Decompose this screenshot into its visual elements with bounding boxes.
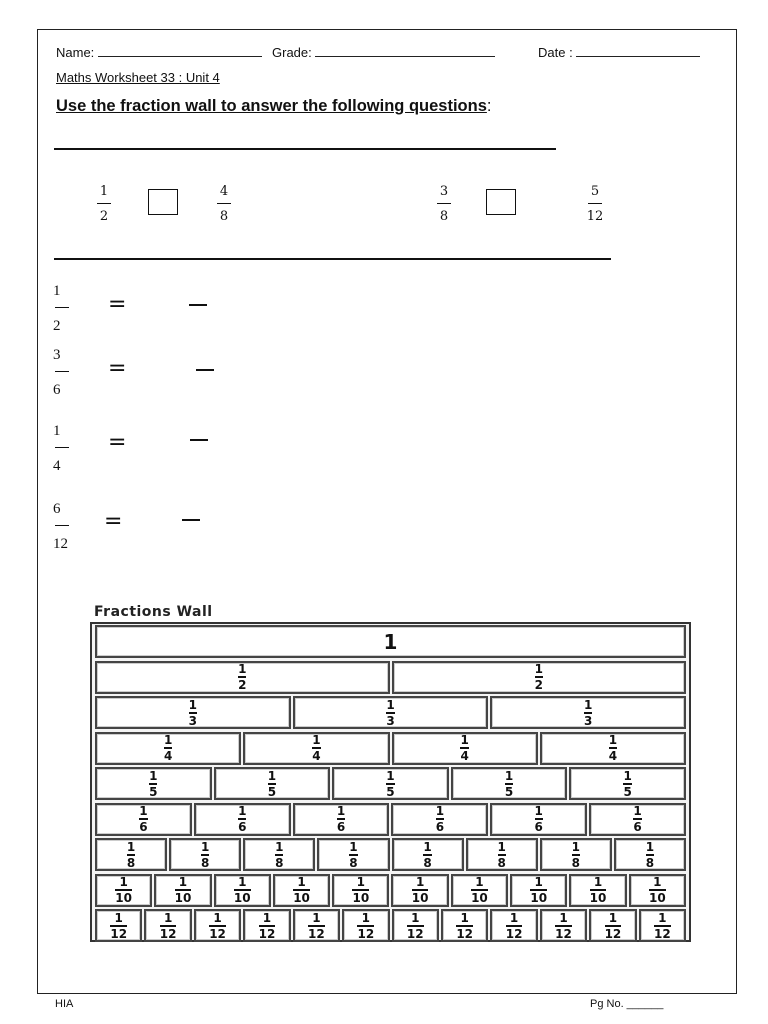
fraction-denominator: 6 [53, 382, 61, 398]
wall-fraction-numerator: 1 [213, 910, 222, 925]
fraction-wall-piece [392, 732, 538, 765]
fraction-numerator: 6 [53, 501, 61, 517]
wall-fraction-label [649, 876, 666, 904]
wall-fraction-numerator: 1 [275, 839, 284, 854]
fraction-wall-piece [214, 874, 271, 907]
name-blank[interactable] [98, 44, 262, 57]
wall-fraction-denominator: 4 [608, 749, 618, 763]
wall-fraction-label [386, 770, 394, 798]
fraction-wall-piece [95, 909, 142, 942]
fraction-wall-piece [510, 874, 567, 907]
footer-left: HIA [55, 998, 74, 1010]
wall-fraction-numerator: 1 [460, 910, 469, 925]
fraction-wall-piece [293, 803, 390, 836]
wall-fraction-denominator: 8 [275, 855, 284, 870]
fraction-wall-title: Fractions Wall [94, 604, 213, 620]
wall-fraction-numerator: 1 [571, 839, 580, 854]
wall-fraction-label [149, 770, 157, 798]
page-number: Pg No. ______ [590, 998, 664, 1010]
wall-fraction-label [352, 876, 369, 904]
wall-fraction-denominator: 10 [411, 891, 429, 905]
wall-fraction-label [572, 841, 580, 869]
fraction-numerator: 5 [590, 184, 600, 199]
fraction-wall-piece [490, 696, 686, 729]
fraction-wall-piece [466, 838, 538, 871]
fraction-numerator: 1 [53, 283, 61, 299]
fraction-bar [217, 203, 231, 204]
fraction-wall-piece [451, 874, 508, 907]
fraction-bar [588, 203, 602, 204]
fraction-wall-piece [95, 803, 192, 836]
compare-1-answer-box[interactable] [148, 189, 178, 215]
wall-fraction-denominator: 12 [258, 926, 276, 941]
fraction-wall-piece [639, 909, 686, 942]
fraction-wall-row [94, 661, 687, 694]
wall-fraction-denominator: 12 [159, 926, 177, 941]
wall-fraction-numerator: 1 [267, 768, 277, 783]
wall-fraction-label [127, 841, 135, 869]
wall-fraction-label [238, 805, 246, 833]
wall-fraction-denominator: 3 [386, 713, 395, 728]
wall-fraction-denominator: 6 [534, 820, 543, 834]
wall-fraction-label [175, 876, 192, 904]
wall-fraction-label [160, 912, 177, 940]
wall-fraction-denominator: 10 [471, 891, 488, 905]
fraction-wall-piece [629, 874, 686, 907]
wall-fraction-numerator: 1 [623, 768, 632, 783]
wall-fraction-label [312, 734, 320, 762]
fraction-wall-piece [293, 696, 489, 729]
wall-fraction-label [456, 912, 473, 940]
fraction-wall-row [94, 696, 687, 729]
wall-fraction-numerator: 1 [593, 875, 603, 889]
wall-fraction-denominator: 10 [530, 891, 548, 905]
wall-fraction-numerator: 1 [139, 804, 148, 818]
name-label: Name: [56, 45, 95, 60]
wall-fraction-label [337, 805, 345, 833]
wall-fraction-numerator: 1 [460, 733, 469, 747]
wall-fraction-denominator: 6 [139, 820, 148, 834]
wall-fraction-label [110, 912, 127, 940]
fraction-bar [55, 447, 69, 448]
wall-fraction-label [139, 805, 147, 833]
wall-fraction-numerator: 1 [336, 804, 346, 818]
wall-fraction-label [646, 841, 654, 869]
wall-fraction-denominator: 12 [604, 926, 622, 941]
fraction-wall-piece [144, 909, 191, 942]
wall-fraction-numerator: 1 [126, 839, 136, 854]
worksheet-subtitle: Maths Worksheet 33 : Unit 4 [56, 70, 220, 85]
fraction-wall-piece [154, 874, 211, 907]
fraction-bar [55, 371, 69, 372]
wall-fraction-denominator: 12 [308, 926, 325, 941]
wall-fraction-denominator: 12 [209, 926, 226, 941]
fraction-wall-piece [95, 838, 167, 871]
fraction-wall-piece [293, 909, 340, 942]
answer-fraction-bar[interactable] [190, 439, 208, 441]
wall-fraction-label [460, 734, 468, 762]
wall-fraction-numerator: 1 [534, 804, 543, 818]
wall-fraction-label [498, 841, 506, 869]
compare-1-right-fraction [209, 183, 239, 226]
wall-fraction-numerator: 1 [349, 839, 358, 854]
wall-fraction-numerator: 1 [608, 733, 618, 747]
wall-fraction-denominator: 12 [357, 926, 375, 941]
wall-fraction-denominator: 10 [293, 891, 310, 905]
wall-fraction-label [471, 876, 488, 904]
wall-fraction-numerator: 1 [534, 662, 543, 676]
wall-fraction-denominator: 4 [312, 749, 321, 763]
fraction-wall-piece [569, 874, 626, 907]
wall-fraction-label [506, 912, 523, 940]
wall-fraction-denominator: 5 [623, 784, 632, 799]
compare-2-left-fraction [429, 183, 459, 226]
date-field [538, 44, 700, 60]
fraction-wall-piece [243, 909, 290, 942]
wall-fraction-label [209, 912, 226, 940]
wall-fraction-numerator: 1 [238, 804, 247, 818]
wall-fraction-denominator: 10 [115, 891, 132, 905]
grade-field [272, 44, 495, 60]
wall-fraction-numerator: 1 [149, 768, 158, 783]
name-field [56, 44, 262, 60]
fraction-denominator: 4 [53, 458, 61, 474]
wall-fraction-denominator: 12 [505, 926, 523, 941]
wall-fraction-denominator: 10 [233, 891, 251, 905]
wall-fraction-denominator: 4 [460, 749, 469, 763]
fraction-wall-piece [214, 767, 331, 800]
fraction-wall-piece [332, 874, 389, 907]
equivalent-1-fraction [53, 281, 83, 336]
wall-fraction-denominator: 8 [571, 855, 580, 870]
divider-middle [54, 258, 611, 260]
fraction-denominator: 2 [53, 318, 61, 334]
wall-fraction-label [268, 770, 276, 798]
wall-fraction-denominator: 3 [584, 713, 593, 728]
fraction-wall-piece [332, 767, 449, 800]
wall-fraction-numerator: 1 [584, 697, 593, 712]
wall-fraction-label [505, 770, 513, 798]
wall-fraction-denominator: 12 [406, 926, 424, 941]
fraction-numerator: 1 [53, 423, 61, 439]
wall-fraction-denominator: 12 [456, 926, 474, 941]
wall-fraction-label [234, 876, 251, 904]
wall-fraction-label [357, 912, 374, 940]
wall-fraction-numerator: 1 [386, 697, 395, 712]
fraction-wall-row [94, 874, 687, 907]
wall-fraction-numerator: 1 [312, 910, 321, 925]
wall-fraction-numerator: 1 [356, 875, 366, 889]
wall-fraction-label [535, 663, 543, 691]
compare-1-left-fraction [89, 183, 119, 226]
wall-fraction-numerator: 1 [475, 875, 484, 889]
fraction-wall-piece [392, 838, 464, 871]
answer-fraction-bar[interactable] [182, 519, 200, 521]
wall-fraction-label [530, 876, 547, 904]
wall-fraction-numerator: 1 [645, 839, 655, 854]
wall-fraction-numerator: 1 [633, 804, 642, 818]
fraction-wall-piece [391, 874, 448, 907]
answer-fraction-bar[interactable] [196, 369, 214, 371]
wall-fraction-numerator: 1 [163, 910, 173, 925]
wall-fraction-label [412, 876, 429, 904]
wall-fraction-numerator: 1 [312, 733, 321, 747]
wall-fraction-denominator: 8 [126, 855, 136, 870]
wall-fraction-denominator: 5 [386, 784, 395, 799]
wall-fraction-label [436, 805, 444, 833]
fraction-numerator: 1 [99, 184, 109, 199]
fraction-wall-piece [95, 874, 152, 907]
wall-fraction-numerator: 1 [509, 910, 519, 925]
wall-fraction-numerator: 1 [238, 875, 247, 889]
compare-2-answer-box[interactable] [486, 189, 516, 215]
wall-fraction-denominator: 6 [238, 820, 247, 834]
wall-fraction-numerator: 1 [178, 875, 188, 889]
wall-fraction-numerator: 1 [423, 839, 432, 854]
fraction-bar [97, 203, 111, 204]
wall-fraction-numerator: 1 [504, 768, 514, 783]
fraction-wall-piece [342, 909, 389, 942]
fraction-bar [437, 203, 451, 204]
wall-fraction-denominator: 8 [201, 855, 210, 870]
wall-fraction-denominator: 6 [336, 820, 346, 834]
wall-fraction-label [164, 734, 172, 762]
wall-fraction-label [555, 912, 572, 940]
wall-fraction-numerator: 1 [386, 768, 395, 783]
wall-fraction-numerator: 1 [238, 662, 247, 676]
fraction-wall-row [94, 838, 687, 871]
fraction-denominator: 8 [439, 209, 449, 224]
fraction-wall-piece [540, 838, 612, 871]
date-blank[interactable] [576, 44, 700, 57]
wall-fraction-numerator: 1 [653, 875, 662, 889]
instruction-colon: : [486, 97, 492, 115]
fraction-numerator: 3 [439, 184, 449, 199]
wall-fraction-label [386, 699, 394, 727]
equals-sign: = [108, 292, 127, 317]
wall-fraction-denominator: 12 [555, 926, 572, 941]
equivalent-4-fraction [53, 499, 83, 554]
wall-fraction-label [407, 912, 424, 940]
fraction-denominator: 12 [586, 209, 604, 224]
wall-fraction-label [609, 734, 617, 762]
wall-fraction-numerator: 1 [415, 875, 425, 889]
wall-fraction-denominator: 12 [110, 926, 128, 941]
wall-fraction-numerator: 1 [361, 910, 370, 925]
fraction-wall-piece [441, 909, 488, 942]
wall-fraction-label [115, 876, 132, 904]
wall-fraction-label [275, 841, 283, 869]
wall-fraction-label [654, 912, 671, 940]
wall-fraction-label [349, 841, 357, 869]
equals-sign: = [104, 509, 123, 534]
wall-fraction-denominator: 10 [589, 891, 607, 905]
wall-fraction-denominator: 8 [349, 855, 358, 870]
wall-fraction-numerator: 1 [559, 910, 568, 925]
wall-fraction-numerator: 1 [188, 697, 198, 712]
wall-fraction-denominator: 2 [238, 678, 247, 692]
fraction-wall-piece [589, 909, 636, 942]
date-label: Date : [538, 45, 573, 60]
fraction-wall-piece [392, 909, 439, 942]
fraction-wall-row [94, 767, 687, 800]
equivalent-3-fraction [53, 421, 83, 476]
wall-fraction-numerator: 1 [497, 839, 506, 854]
wall-fraction-denominator: 6 [633, 820, 642, 834]
fraction-denominator: 12 [53, 536, 68, 552]
fraction-wall-row [94, 732, 687, 765]
fraction-wall-piece [490, 909, 537, 942]
fraction-wall-piece [540, 732, 686, 765]
fraction-wall-piece [391, 803, 488, 836]
fraction-wall-row [94, 625, 687, 658]
wall-fraction-denominator: 10 [648, 891, 666, 905]
wall-fraction-denominator: 6 [435, 820, 445, 834]
wall-fraction-label [189, 699, 197, 727]
divider-top [54, 148, 556, 150]
instruction-heading [56, 97, 491, 116]
fraction-wall-piece [273, 874, 330, 907]
wall-fraction-denominator: 10 [352, 891, 370, 905]
wall-fraction-numerator: 1 [534, 875, 543, 889]
fraction-wall-piece [243, 838, 315, 871]
equivalent-2-fraction [53, 345, 83, 400]
wall-fraction-label [623, 770, 631, 798]
fraction-wall-piece [194, 909, 241, 942]
fraction-wall-row [94, 803, 687, 836]
wall-fraction-label [293, 876, 310, 904]
fraction-wall-piece [490, 803, 587, 836]
wall-fraction-denominator: 5 [504, 784, 514, 799]
fraction-wall-piece [95, 696, 291, 729]
wall-fraction-numerator: 1 [658, 910, 667, 925]
wall-fraction-label [605, 912, 622, 940]
wall-fraction-denominator: 10 [174, 891, 192, 905]
fraction-wall-piece [317, 838, 389, 871]
wall-fraction-numerator: 1 [297, 875, 306, 889]
fraction-wall-piece [95, 767, 212, 800]
fraction-wall-piece [540, 909, 587, 942]
fraction-bar [55, 525, 69, 526]
fraction-wall-piece [169, 838, 241, 871]
wall-fraction-label [535, 805, 543, 833]
wall-fraction-denominator: 12 [654, 926, 671, 941]
fraction-wall-piece [614, 838, 686, 871]
equals-sign: = [108, 430, 127, 455]
fraction-wall [90, 622, 691, 942]
fraction-numerator: 4 [219, 184, 229, 199]
wall-fraction-label [259, 912, 276, 940]
wall-fraction-numerator: 1 [201, 839, 210, 854]
fraction-denominator: 8 [219, 209, 229, 224]
fraction-wall-row [94, 909, 687, 942]
fraction-bar [55, 307, 69, 308]
grade-blank[interactable] [315, 44, 495, 57]
wall-fraction-label [201, 841, 209, 869]
fraction-wall-piece [589, 803, 686, 836]
wall-fraction-numerator: 1 [608, 910, 618, 925]
answer-fraction-bar[interactable] [189, 304, 207, 306]
fraction-wall-piece [95, 732, 241, 765]
fraction-wall-piece [569, 767, 686, 800]
wall-fraction-numerator: 1 [114, 910, 123, 925]
wall-fraction-label [584, 699, 592, 727]
fraction-wall-whole: 1 [95, 625, 686, 658]
wall-fraction-denominator: 5 [149, 784, 158, 799]
wall-fraction-label [423, 841, 431, 869]
fraction-numerator: 3 [53, 347, 61, 363]
equals-sign: = [108, 356, 127, 381]
grade-label: Grade: [272, 45, 312, 60]
wall-fraction-denominator: 2 [534, 678, 543, 692]
fraction-wall-piece [451, 767, 568, 800]
wall-fraction-label [238, 663, 246, 691]
fraction-wall-piece [95, 661, 390, 694]
fraction-wall-piece [243, 732, 389, 765]
instruction-text: Use the fraction wall to answer the following questions [56, 97, 487, 115]
fraction-wall-piece [194, 803, 291, 836]
fraction-denominator: 2 [99, 209, 109, 224]
wall-fraction-numerator: 1 [119, 875, 128, 889]
wall-fraction-numerator: 1 [262, 910, 272, 925]
wall-fraction-label [590, 876, 607, 904]
wall-fraction-denominator: 3 [188, 713, 198, 728]
wall-fraction-numerator: 1 [411, 910, 420, 925]
wall-fraction-denominator: 8 [497, 855, 506, 870]
compare-2-right-fraction [580, 183, 610, 226]
wall-fraction-denominator: 8 [423, 855, 432, 870]
wall-fraction-label [633, 805, 641, 833]
wall-fraction-label [308, 912, 325, 940]
wall-fraction-numerator: 1 [163, 733, 173, 747]
wall-fraction-denominator: 5 [267, 784, 277, 799]
wall-fraction-denominator: 8 [645, 855, 655, 870]
wall-fraction-denominator: 4 [163, 749, 173, 763]
fraction-wall-piece [392, 661, 687, 694]
wall-fraction-numerator: 1 [435, 804, 445, 818]
